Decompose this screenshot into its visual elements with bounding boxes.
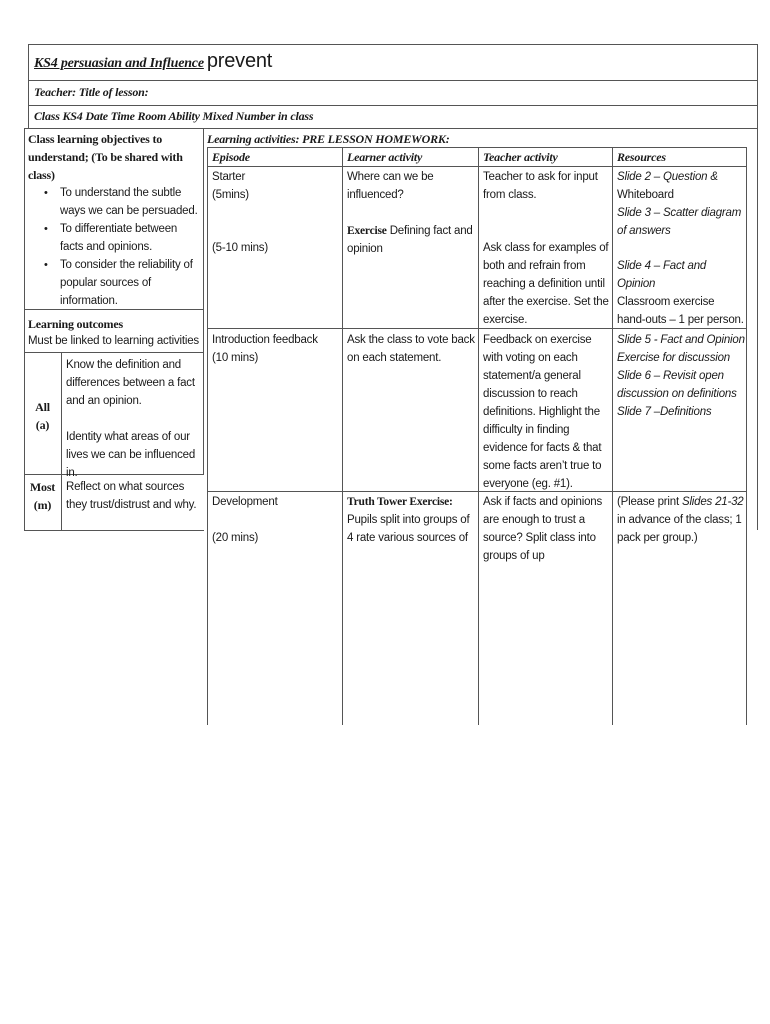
intro-resources: Slide 5 - Fact and Opinion Exercise for discussion Slide 6 – Revisit open discussion on definitions Slide 7 –Definitions — [617, 334, 745, 418]
starter-resources: Slide 2 – Question & Whiteboard Slide 3 – Scatter diagram of answers — [617, 171, 742, 237]
objectives-heading: Class learning objectives to understand; (To be shared with class) — [28, 132, 183, 182]
development-teacher: Ask if facts and opinions are enough to trust a source? Split class into groups of up — [483, 496, 603, 562]
intro-learner: Ask the class to vote back on each statement. — [347, 334, 475, 364]
title-text: KS4 persuasian and Influence — [34, 56, 204, 71]
all-label: All (a) — [35, 400, 50, 432]
lesson-title — [34, 52, 272, 73]
starter-episode-time: (5-10 mins) — [212, 242, 268, 254]
col-learner-activity: Learner activity — [347, 150, 423, 164]
objective-item: • To differentiate between facts and opinions. — [24, 220, 202, 256]
objective-item: • To understand the subtle ways we can be persuaded. — [24, 184, 202, 220]
development-episode-time: (20 mins) — [212, 532, 259, 544]
most-outcome: Reflect on what sources they trust/distrust and why. — [66, 481, 197, 511]
activities-heading: Learning activities: PRE LESSON HOMEWORK: — [207, 132, 450, 146]
starter-resources-2: Slide 4 – Fact and Opinion Classroom exercise hand-outs – 1 per person. — [617, 260, 744, 326]
objectives-list — [24, 184, 202, 310]
development-episode: Development — [212, 496, 278, 508]
class-line: Class KS4 Date Time Room Ability Mixed Number in class — [34, 109, 314, 123]
starter-teacher-2: Ask class for examples of both and refrain from reaching a definition until after the exercise. Set the exercise. — [483, 242, 609, 326]
development-learner: Truth Tower Exercise: Pupils split into groups of 4 rate various sources of — [347, 496, 470, 544]
intro-episode: Introduction feedback (10 mins) — [212, 334, 318, 364]
starter-learner-2: Exercise Defining fact and opinion — [347, 225, 473, 255]
all-outcome-1: Know the definition and differences between a fact and an opinion. — [66, 359, 195, 407]
teacher-line: Teacher: Title of lesson: — [34, 85, 149, 99]
title-suffix: prevent — [206, 50, 273, 72]
all-outcome-2: Identity what areas of our lives we can be influenced in. — [66, 431, 196, 479]
outcomes-subheading: Must be linked to learning activities — [28, 335, 199, 347]
col-teacher-activity: Teacher activity — [483, 150, 558, 164]
most-label: Most (m) — [29, 480, 56, 512]
starter-episode: Starter (5mins) — [212, 171, 249, 201]
starter-learner-1: Where can we be influenced? — [347, 171, 434, 201]
objective-item: • To consider the reliability of popular sources of information. — [24, 256, 202, 310]
intro-teacher: Feedback on exercise with voting on each statement/a general discussion to reach definitions. Highlight the difficulty in finding evidence for facts & that some facts aren’t true to everyone (eg. #1). — [483, 334, 602, 490]
development-resources: (Please print Slides 21-32 in advance of the class; 1 pack per group.) — [617, 496, 744, 544]
col-resources: Resources — [617, 150, 666, 164]
col-episode: Episode — [212, 150, 250, 164]
starter-teacher-1: Teacher to ask for input from class. — [483, 171, 598, 201]
outcomes-heading: Learning outcomes — [28, 317, 123, 331]
